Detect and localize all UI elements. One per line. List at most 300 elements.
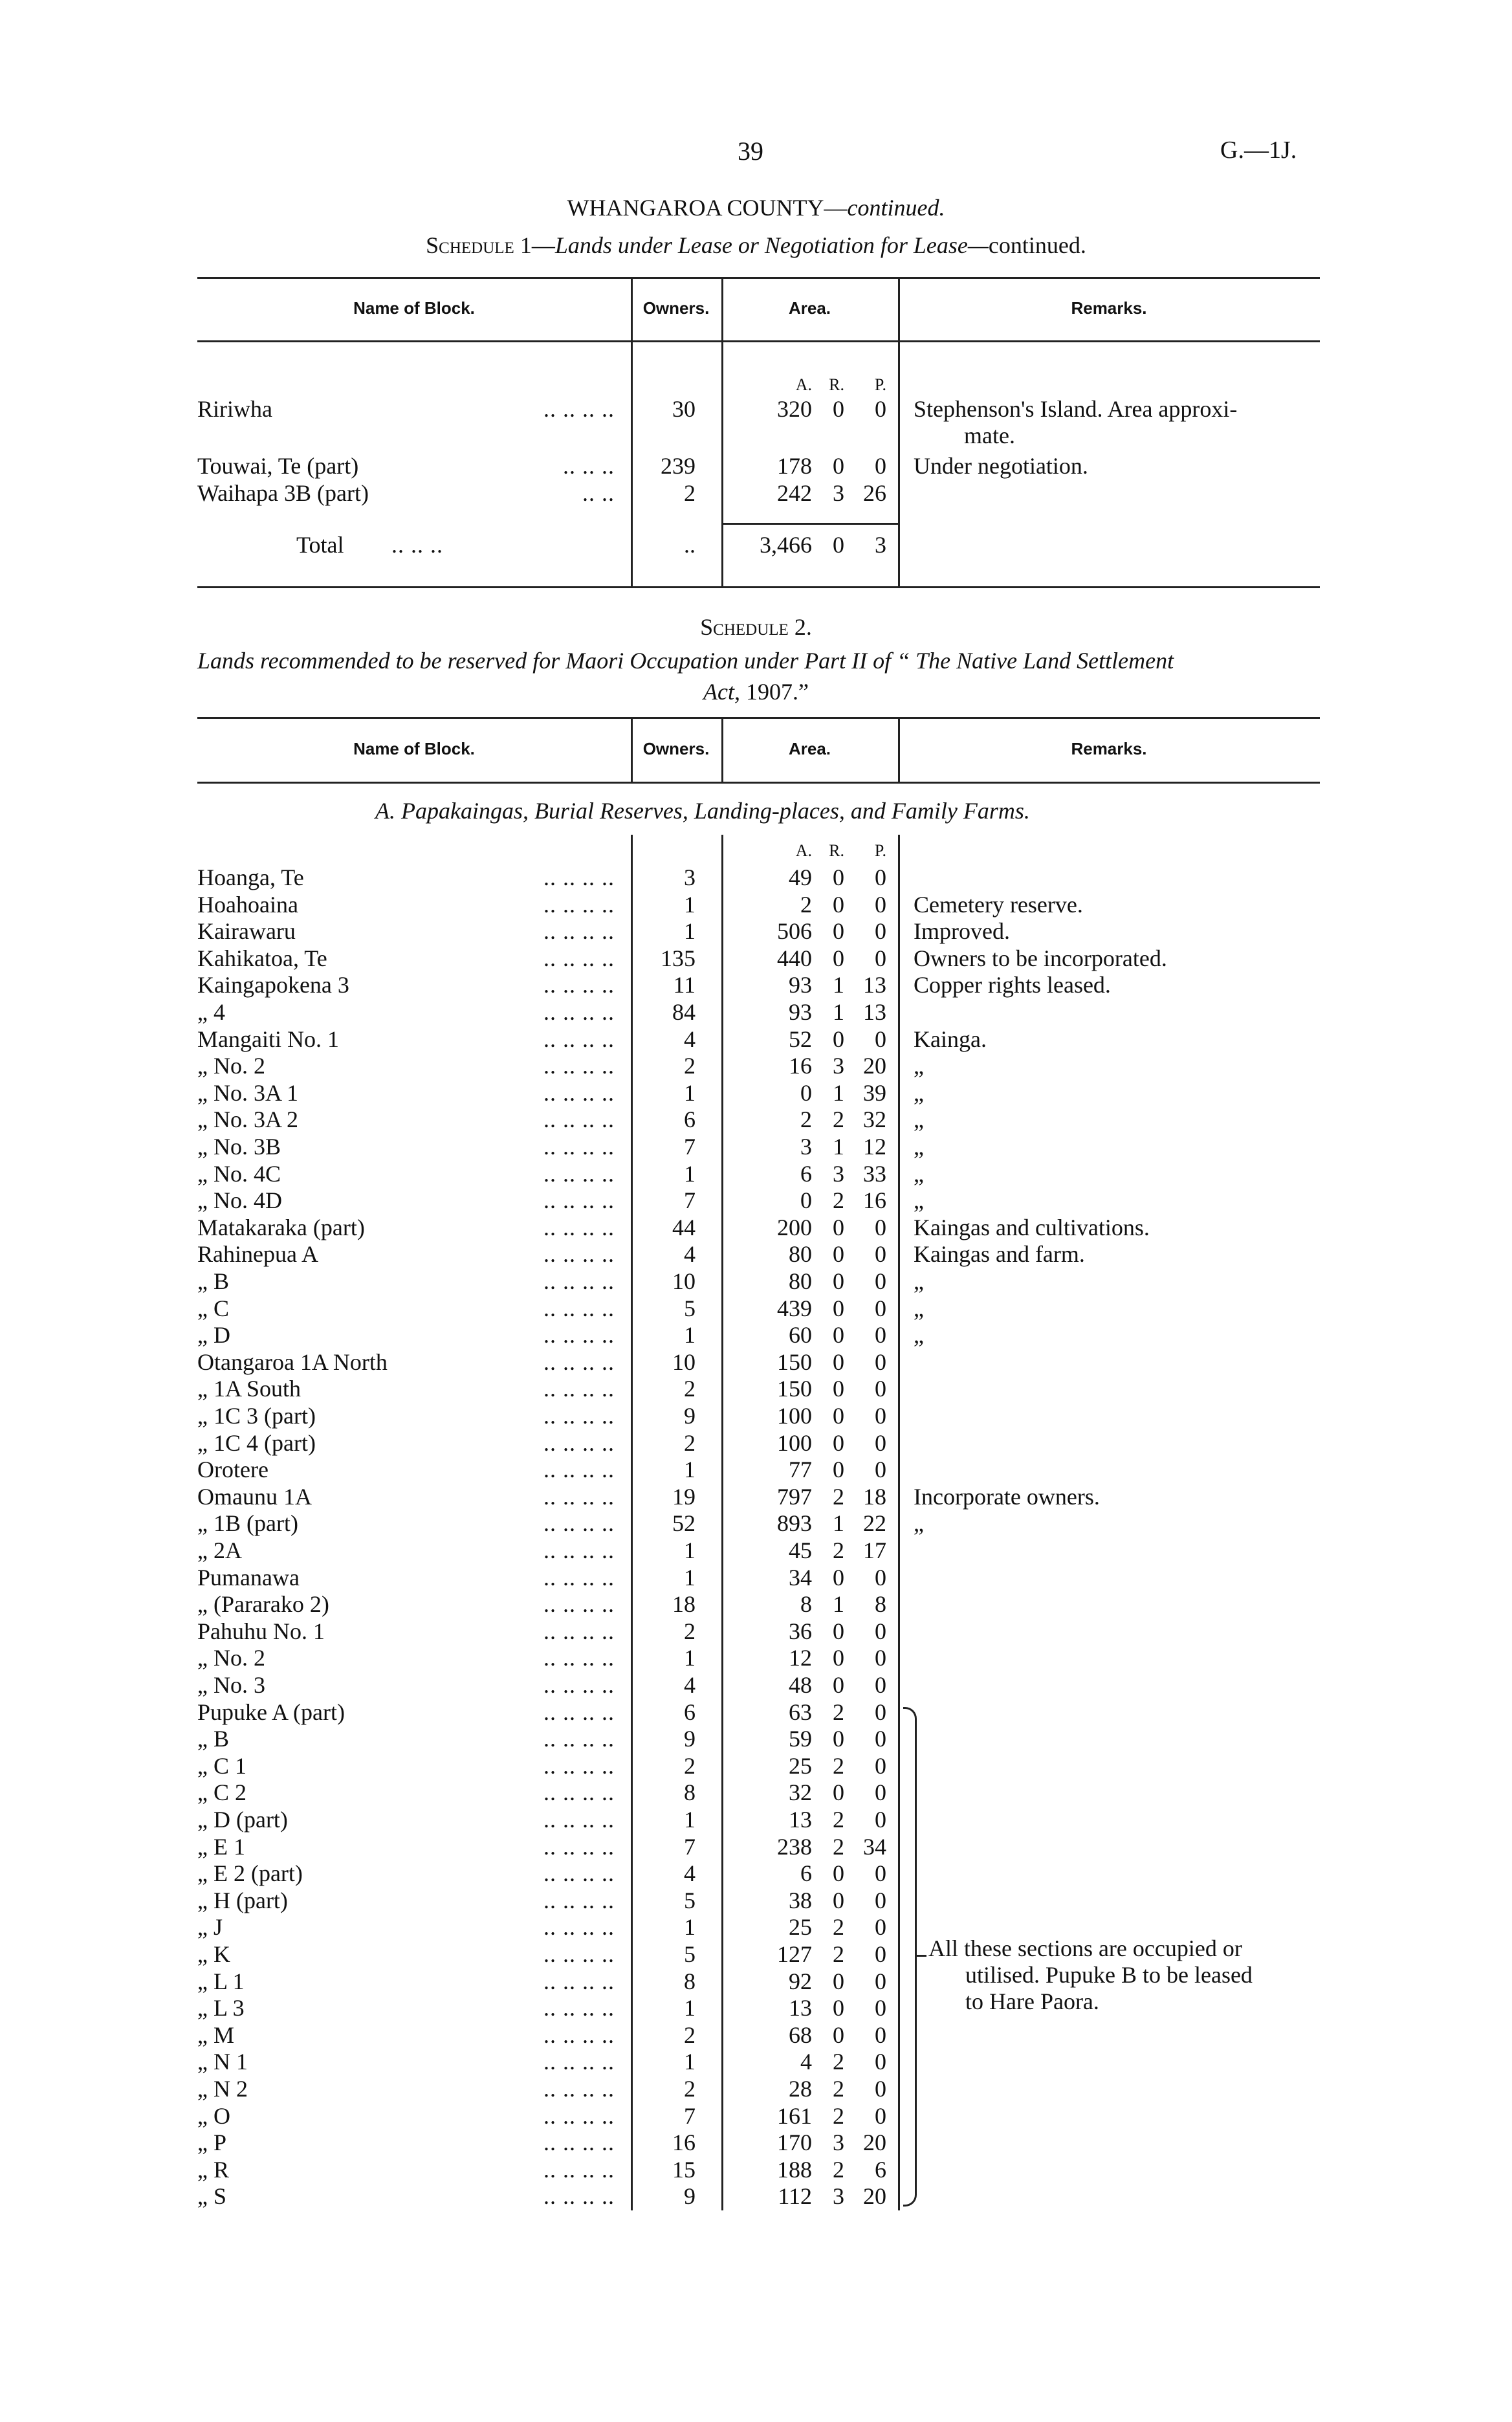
area-acres: 49 — [789, 864, 812, 890]
block-name: „ No. 4C — [197, 1160, 281, 1187]
remarks-text: „ — [914, 1322, 924, 1349]
column-header-owners: Owners. — [642, 298, 710, 318]
area-roods: 0 — [833, 1295, 844, 1321]
block-name: „ 4 — [197, 999, 225, 1025]
block-name: Otangaroa 1A North — [197, 1349, 388, 1375]
remarks-text: Kainga. — [914, 1026, 987, 1052]
area-acres: 440 — [777, 945, 812, 971]
area-perches: 0 — [875, 1214, 886, 1240]
area-perches: 0 — [875, 1752, 886, 1779]
owners-count: 1 — [684, 1079, 696, 1106]
area-roods: 3 — [833, 2183, 844, 2210]
area-perches: 34 — [863, 1833, 886, 1860]
area-acres: 77 — [789, 1457, 812, 1483]
leader-dots: .. .. .. — [391, 532, 443, 558]
area-roods: 0 — [833, 1779, 844, 1806]
owners-count: 2 — [684, 480, 696, 506]
area-perches: 0 — [875, 2102, 886, 2129]
document-reference: G.—1J. — [1220, 137, 1297, 164]
area-acres: 32 — [789, 1779, 812, 1806]
area-perches: 17 — [863, 1537, 886, 1563]
area-acres: 80 — [789, 1241, 812, 1268]
owners-count: 2 — [684, 1429, 696, 1456]
area-perches: 0 — [875, 1699, 886, 1725]
area-perches: 0 — [875, 1376, 886, 1402]
leader-dots: .. .. .. .. — [543, 1349, 615, 1375]
area-acres: 16 — [789, 1053, 812, 1079]
area-perches: 20 — [863, 1053, 886, 1079]
leader-dots: .. .. .. .. — [543, 1618, 615, 1644]
owners-count: 9 — [684, 1403, 696, 1429]
schedule2-heading: Schedule 2. — [700, 614, 812, 640]
area-acres: 320 — [777, 396, 812, 422]
area-roods: 3 — [833, 480, 844, 506]
owners-count: 1 — [684, 1807, 696, 1833]
block-name: „ N 2 — [197, 2076, 248, 2102]
area-acres: 238 — [777, 1833, 812, 1860]
area-perches: 0 — [875, 1807, 886, 1833]
area-acres: 2 — [800, 1106, 812, 1133]
block-name: „ K — [197, 1941, 230, 1967]
leader-dots: .. .. .. .. — [543, 972, 615, 998]
block-name: „ 1C 3 (part) — [197, 1403, 316, 1429]
area-perches: 0 — [875, 2049, 886, 2075]
block-name: „ L 1 — [197, 1968, 245, 1994]
remarks-text: Under negotiation. — [914, 453, 1088, 479]
block-name: Hoanga, Te — [197, 864, 304, 890]
owners-count: 2 — [684, 1376, 696, 1402]
table-header-rule — [197, 782, 1320, 784]
table-top-rule — [197, 277, 1320, 279]
remarks-text: „ — [914, 1295, 924, 1321]
area-roods: 2 — [833, 1699, 844, 1725]
table-header-rule — [197, 340, 1320, 342]
pupuke-note-line3: to Hare Paora. — [965, 1988, 1099, 2014]
owners-count: 239 — [661, 453, 696, 479]
leader-dots: .. .. .. .. — [543, 1941, 615, 1967]
column-divider — [721, 717, 723, 782]
area-acres: 38 — [789, 1887, 812, 1913]
area-perches: 0 — [875, 1887, 886, 1913]
area-roods: 0 — [833, 453, 844, 479]
area-roods: 0 — [833, 918, 844, 945]
leader-dots: .. .. .. .. — [543, 1187, 615, 1214]
area-acres: 52 — [789, 1026, 812, 1052]
block-name: Rahinepua A — [197, 1241, 318, 1268]
table-top-rule — [197, 717, 1320, 719]
column-header-remarks: Remarks. — [1071, 298, 1147, 318]
remarks-text: „ — [914, 1106, 924, 1133]
area-roods: 3 — [833, 1160, 844, 1187]
owners-count: 16 — [672, 2130, 696, 2156]
block-name: „ No. 3 — [197, 1672, 265, 1698]
leader-dots: .. .. .. .. — [543, 945, 615, 971]
leader-dots: .. .. .. .. — [543, 1079, 615, 1106]
leader-dots: .. .. .. .. — [543, 1752, 615, 1779]
total-label: Total — [296, 532, 344, 558]
area-perches: 12 — [863, 1134, 886, 1160]
remarks-text: Kaingas and farm. — [914, 1241, 1085, 1268]
owners-count: 84 — [672, 999, 696, 1025]
area-acres: 188 — [777, 2156, 812, 2183]
leader-dots: .. .. .. .. — [543, 1268, 615, 1294]
block-name: „ E 2 (part) — [197, 1860, 303, 1887]
remarks-text: „ — [914, 1187, 924, 1214]
block-name: „ 1B (part) — [197, 1510, 298, 1537]
block-name: „ (Pararako 2) — [197, 1591, 329, 1618]
area-perches: 0 — [875, 1618, 886, 1644]
unit-perches: P. — [874, 841, 886, 860]
owners-count: 52 — [672, 1510, 696, 1537]
leader-dots: .. .. .. .. — [543, 891, 615, 918]
block-name: „ O — [197, 2102, 230, 2129]
leader-dots: .. .. .. .. — [543, 1564, 615, 1591]
leader-dots: .. .. .. .. — [543, 1483, 615, 1510]
area-roods: 3 — [833, 1053, 844, 1079]
block-name: „ D (part) — [197, 1807, 288, 1833]
block-name: „ 1C 4 (part) — [197, 1429, 316, 1456]
area-acres: 92 — [789, 1968, 812, 1994]
owners-count: 7 — [684, 2102, 696, 2129]
area-acres: 45 — [789, 1537, 812, 1563]
remarks-text: „ — [914, 1510, 924, 1537]
area-acres: 200 — [777, 1214, 812, 1240]
leader-dots: .. .. .. .. — [543, 1833, 615, 1860]
remarks-text: „ — [914, 1268, 924, 1294]
schedule2-description-line2 — [0, 678, 1512, 705]
owners-count: 1 — [684, 2049, 696, 2075]
schedule1-italic: Lands under Lease or Negotiation for Lease— — [554, 232, 989, 258]
leader-dots: .. .. — [582, 480, 615, 506]
area-roods: 0 — [833, 1860, 844, 1887]
area-acres: 178 — [777, 453, 812, 479]
area-perches: 0 — [875, 1268, 886, 1294]
owners-count: 11 — [673, 972, 696, 998]
area-perches: 0 — [875, 1672, 886, 1698]
leader-dots: .. .. .. .. — [543, 1726, 615, 1752]
area-perches: 0 — [875, 918, 886, 945]
column-header-remarks: Remarks. — [1071, 739, 1147, 758]
remarks-continuation: mate. — [964, 423, 1015, 448]
area-acres: 25 — [789, 1752, 812, 1779]
area-acres: 12 — [789, 1645, 812, 1671]
leader-dots: .. .. .. .. — [543, 2076, 615, 2102]
area-acres: 150 — [777, 1349, 812, 1375]
block-name: „ No. 4D — [197, 1187, 282, 1214]
area-perches: 0 — [875, 1860, 886, 1887]
leader-dots: .. .. .. .. — [543, 1322, 615, 1349]
area-acres: 25 — [789, 1914, 812, 1941]
area-roods: 0 — [833, 1995, 844, 2021]
block-name: Pumanawa — [197, 1564, 300, 1591]
schedule1-label: Schedule 1— — [426, 232, 555, 258]
area-acres: 6 — [800, 1160, 812, 1187]
leader-dots: .. .. .. — [563, 453, 615, 479]
pupuke-note-line1: All these sections are occupied or — [928, 1935, 1242, 1961]
area-acres: 63 — [789, 1699, 812, 1725]
block-name: „ 1A South — [197, 1376, 301, 1402]
area-roods: 1 — [833, 999, 844, 1025]
area-roods: 2 — [833, 1483, 844, 1510]
column-divider — [721, 835, 723, 2210]
block-name: „ No. 3A 2 — [197, 1106, 298, 1133]
table-bottom-rule — [197, 586, 1320, 588]
remarks-text: Cemetery reserve. — [914, 891, 1083, 918]
owners-count: 10 — [672, 1268, 696, 1294]
unit-acres: A. — [795, 375, 812, 394]
block-name: „ No. 3B — [197, 1134, 281, 1160]
leader-dots: .. .. .. .. — [543, 2130, 615, 2156]
area-roods: 0 — [833, 1968, 844, 1994]
area-acres: 4 — [800, 2049, 812, 2075]
area-roods: 2 — [833, 2102, 844, 2129]
block-name: „ J — [197, 1914, 223, 1941]
leader-dots: .. .. .. .. — [543, 1295, 615, 1321]
area-roods: 1 — [833, 1510, 844, 1537]
area-roods: 3 — [833, 2130, 844, 2156]
leader-dots: .. .. .. .. — [543, 1591, 615, 1618]
leader-dots: .. .. .. .. — [543, 2102, 615, 2129]
area-acres: 100 — [777, 1403, 812, 1429]
area-acres: 3 — [800, 1134, 812, 1160]
area-acres: 34 — [789, 1564, 812, 1591]
owners-count: 135 — [661, 945, 696, 971]
area-perches: 0 — [875, 1726, 886, 1752]
column-divider — [898, 835, 900, 2210]
area-perches: 20 — [863, 2183, 886, 2210]
area-perches: 32 — [863, 1106, 886, 1133]
owners-count: 4 — [684, 1672, 696, 1698]
owners-count: 8 — [684, 1779, 696, 1806]
unit-acres: A. — [795, 841, 812, 860]
unit-perches: P. — [874, 375, 886, 394]
leader-dots: .. .. .. .. — [543, 1672, 615, 1698]
remarks-text: „ — [914, 1079, 924, 1106]
area-acres: 80 — [789, 1268, 812, 1294]
area-perches: 0 — [875, 2076, 886, 2102]
block-name: „ No. 2 — [197, 1645, 265, 1671]
area-perches: 0 — [875, 396, 886, 422]
area-roods: 0 — [833, 1376, 844, 1402]
owners-count: 2 — [684, 2076, 696, 2102]
area-roods: 0 — [833, 1887, 844, 1913]
owners-count: 6 — [684, 1699, 696, 1725]
owners-count: 1 — [684, 1914, 696, 1941]
block-name: „ P — [197, 2130, 226, 2156]
block-name: „ 2A — [197, 1537, 242, 1563]
leader-dots: .. .. .. .. — [543, 396, 615, 422]
leader-dots: .. .. .. .. — [543, 1457, 615, 1483]
total-owners: .. — [684, 532, 696, 558]
block-name: Kairawaru — [197, 918, 296, 945]
block-name: „ C — [197, 1295, 229, 1321]
area-acres: 93 — [789, 972, 812, 998]
schedule2-description-line1: Lands recommended to be reserved for Maori Occupation under Part II of “ The Native Land Settlement — [197, 648, 1174, 674]
block-name: „ H (part) — [197, 1887, 288, 1913]
leader-dots: .. .. .. .. — [543, 1510, 615, 1537]
leader-dots: .. .. .. .. — [543, 1699, 615, 1725]
block-name: Pupuke A (part) — [197, 1699, 345, 1725]
owners-count: 10 — [672, 1349, 696, 1375]
owners-count: 1 — [684, 1322, 696, 1349]
remarks-text: „ — [914, 1134, 924, 1160]
area-perches: 0 — [875, 1941, 886, 1967]
area-roods: 0 — [833, 396, 844, 422]
area-roods: 0 — [833, 1349, 844, 1375]
area-roods: 2 — [833, 1187, 844, 1214]
leader-dots: .. .. .. .. — [543, 1026, 615, 1052]
leader-dots: .. .. .. .. — [543, 2049, 615, 2075]
block-name: Waihapa 3B (part) — [197, 480, 369, 506]
owners-count: 1 — [684, 918, 696, 945]
owners-count: 1 — [684, 1457, 696, 1483]
block-name: „ N 1 — [197, 2049, 248, 2075]
area-perches: 13 — [863, 999, 886, 1025]
leader-dots: .. .. .. .. — [543, 1214, 615, 1240]
leader-dots: .. .. .. .. — [543, 1053, 615, 1079]
block-name: „ B — [197, 1726, 229, 1752]
owners-count: 1 — [684, 1537, 696, 1563]
leader-dots: .. .. .. .. — [543, 918, 615, 945]
area-roods: 2 — [833, 1752, 844, 1779]
owners-count: 1 — [684, 1645, 696, 1671]
section-a-heading: A. Papakaingas, Burial Reserves, Landing-places, and Family Farms. — [375, 798, 1030, 824]
owners-count: 1 — [684, 1995, 696, 2021]
area-acres: 439 — [777, 1295, 812, 1321]
area-perches: 16 — [863, 1187, 886, 1214]
owners-count: 5 — [684, 1887, 696, 1913]
owners-count: 3 — [684, 864, 696, 890]
leader-dots: .. .. .. .. — [543, 1160, 615, 1187]
block-name: Hoahoaina — [197, 891, 298, 918]
area-acres: 127 — [777, 1941, 812, 1967]
pupuke-note-line2: utilised. Pupuke B to be leased — [965, 1962, 1253, 1988]
county-title — [0, 194, 1512, 221]
leader-dots: .. .. .. .. — [543, 2021, 615, 2048]
area-acres: 112 — [778, 2183, 812, 2210]
block-name: „ E 1 — [197, 1833, 245, 1860]
leader-dots: .. .. .. .. — [543, 1376, 615, 1402]
area-perches: 26 — [863, 480, 886, 506]
owners-count: 7 — [684, 1134, 696, 1160]
area-perches: 33 — [863, 1160, 886, 1187]
area-roods: 0 — [833, 1645, 844, 1671]
block-name: „ L 3 — [197, 1995, 245, 2021]
column-header-block: Name of Block. — [353, 739, 475, 758]
leader-dots: .. .. .. .. — [543, 1403, 615, 1429]
area-perches: 0 — [875, 1322, 886, 1349]
unit-roods: R. — [829, 841, 844, 860]
owners-count: 9 — [684, 2183, 696, 2210]
area-roods: 1 — [833, 1134, 844, 1160]
area-perches: 0 — [875, 1295, 886, 1321]
leader-dots: .. .. .. .. — [543, 1106, 615, 1133]
area-perches: 0 — [875, 945, 886, 971]
column-divider — [631, 717, 633, 782]
area-roods: 0 — [833, 1564, 844, 1591]
area-roods: 0 — [833, 1403, 844, 1429]
area-perches: 22 — [863, 1510, 886, 1537]
area-roods: 0 — [833, 1429, 844, 1456]
area-roods: 0 — [833, 1268, 844, 1294]
area-roods: 0 — [833, 1026, 844, 1052]
remarks-text: Owners to be incorporated. — [914, 945, 1167, 971]
area-acres: 0 — [800, 1079, 812, 1106]
grouping-brace-tip — [916, 1955, 926, 1957]
owners-count: 2 — [684, 1053, 696, 1079]
area-acres: 797 — [777, 1483, 812, 1510]
unit-roods: R. — [829, 375, 844, 394]
act-year: 1907.” — [740, 679, 809, 705]
area-perches: 0 — [875, 1914, 886, 1941]
area-perches: 0 — [875, 1403, 886, 1429]
area-perches: 8 — [875, 1591, 886, 1618]
total-acres: 3,466 — [760, 532, 812, 558]
page-number: 39 — [738, 137, 763, 166]
owners-count: 7 — [684, 1833, 696, 1860]
leader-dots: .. .. .. .. — [543, 1241, 615, 1268]
block-name: Omaunu 1A — [197, 1483, 312, 1510]
area-acres: 68 — [789, 2021, 812, 2048]
area-perches: 20 — [863, 2130, 886, 2156]
area-perches: 0 — [875, 453, 886, 479]
column-divider — [721, 277, 723, 586]
leader-dots: .. .. .. .. — [543, 1645, 615, 1671]
leader-dots: .. .. .. .. — [543, 2183, 615, 2210]
area-roods: 0 — [833, 1618, 844, 1644]
area-roods: 0 — [833, 945, 844, 971]
remarks-text: Copper rights leased. — [914, 972, 1111, 998]
area-acres: 93 — [789, 999, 812, 1025]
owners-count: 8 — [684, 1968, 696, 1994]
leader-dots: .. .. .. .. — [543, 1807, 615, 1833]
area-roods: 1 — [833, 1591, 844, 1618]
leader-dots: .. .. .. .. — [543, 1429, 615, 1456]
area-acres: 59 — [789, 1726, 812, 1752]
grouping-brace — [903, 1707, 917, 2207]
leader-dots: .. .. .. .. — [543, 2156, 615, 2183]
block-name: „ R — [197, 2156, 229, 2183]
area-roods: 2 — [833, 1833, 844, 1860]
leader-dots: .. .. .. .. — [543, 999, 615, 1025]
owners-count: 9 — [684, 1726, 696, 1752]
leader-dots: .. .. .. .. — [543, 864, 615, 890]
block-name: „ C 1 — [197, 1752, 247, 1779]
area-acres: 6 — [800, 1860, 812, 1887]
owners-count: 5 — [684, 1941, 696, 1967]
area-acres: 36 — [789, 1618, 812, 1644]
owners-count: 30 — [672, 396, 696, 422]
owners-count: 4 — [684, 1241, 696, 1268]
area-roods: 0 — [833, 1672, 844, 1698]
column-header-block: Name of Block. — [353, 298, 475, 318]
leader-dots: .. .. .. .. — [543, 1887, 615, 1913]
owners-count: 7 — [684, 1187, 696, 1214]
total-perches: 3 — [875, 532, 886, 558]
area-acres: 8 — [800, 1591, 812, 1618]
owners-count: 18 — [672, 1591, 696, 1618]
owners-count: 2 — [684, 1752, 696, 1779]
area-roods: 2 — [833, 1941, 844, 1967]
leader-dots: .. .. .. .. — [543, 1134, 615, 1160]
area-acres: 170 — [777, 2130, 812, 2156]
owners-count: 4 — [684, 1860, 696, 1887]
owners-count: 2 — [684, 1618, 696, 1644]
area-perches: 0 — [875, 1241, 886, 1268]
owners-count: 1 — [684, 891, 696, 918]
area-perches: 13 — [863, 972, 886, 998]
block-name: Ririwha — [197, 396, 272, 422]
